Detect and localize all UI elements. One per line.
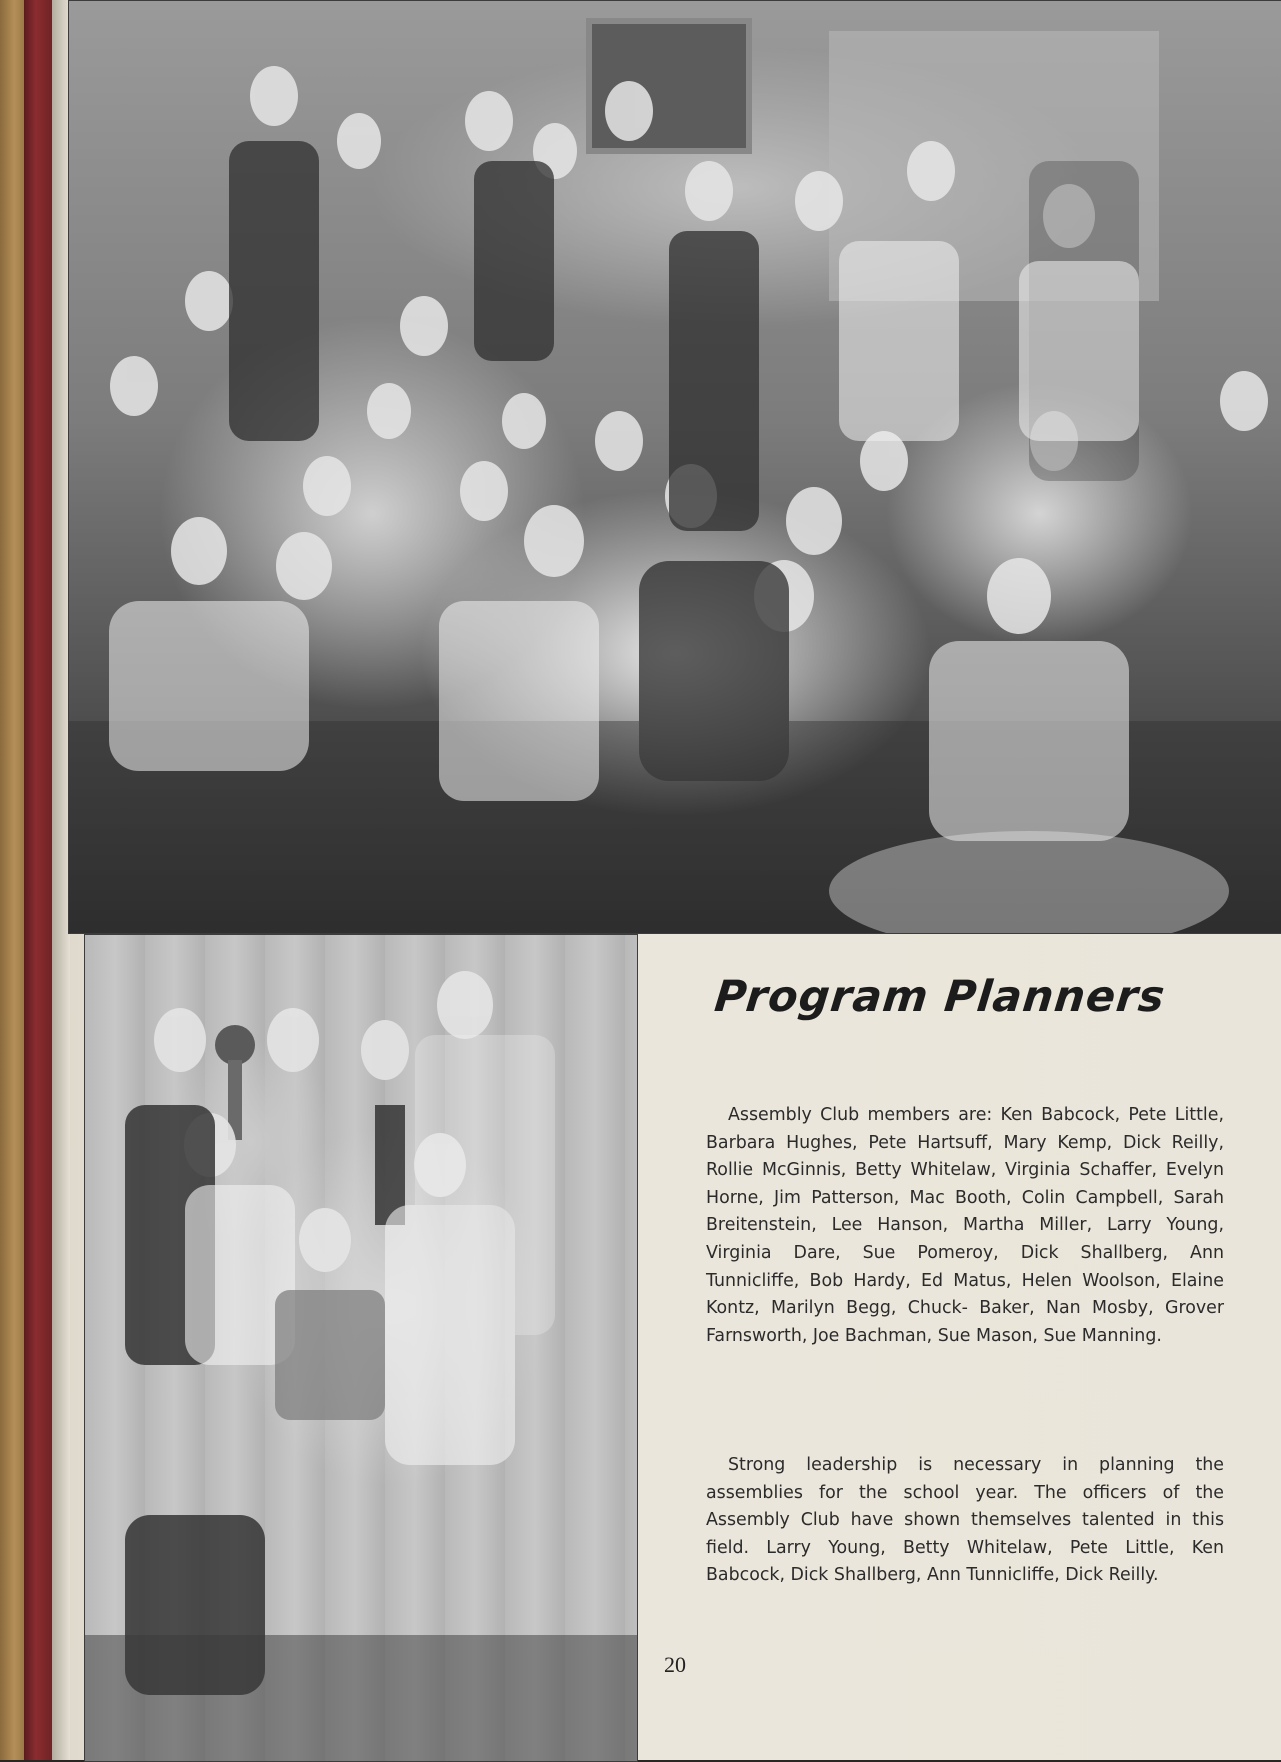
members-paragraph: Assembly Club members are: Ken Babcock, Pete Little, Barbara Hughes, Pete Hartsuff, Mary Kemp, Dick Reilly, Rollie McGinnis, Betty Whitelaw, Virginia Schaffer, Evelyn Horne, Jim Patterson, Mac Booth, Colin Campbell, Sarah Breitenstein, Lee Hanson, Martha Miller, Larry Young, Virginia Dare, Sue Pomeroy, Dick Shallberg, Ann Tunnicliffe, Bob Hardy, Ed Matus, Helen Woolson, Elaine Kontz, Marilyn Begg, Chuck- Baker, Nan Mosby, Grover Farnsworth, Joe Bachman, Sue Mason, Sue Manning. — [706, 1105, 1224, 1346]
book-spine-binding — [0, 0, 24, 1760]
group-photo-large — [68, 0, 1281, 934]
group-photo-large-figures — [69, 1, 1281, 933]
page-title: Program Planners — [712, 972, 1168, 1022]
page-number: 20 — [664, 1652, 686, 1677]
group-photo-small-figures — [85, 935, 637, 1761]
book-spine-cover — [24, 0, 54, 1760]
officers-paragraph: Strong leadership is necessary in planning the assemblies for the school year. The officers of the Assembly Club have shown themselves talented in this field. Larry Young, Betty Whitelaw, Pete Little, Ken Babcock, Dick Shallberg, Ann Tunnicliffe, Dick Reilly. — [706, 1455, 1224, 1586]
group-photo-small — [84, 934, 638, 1762]
